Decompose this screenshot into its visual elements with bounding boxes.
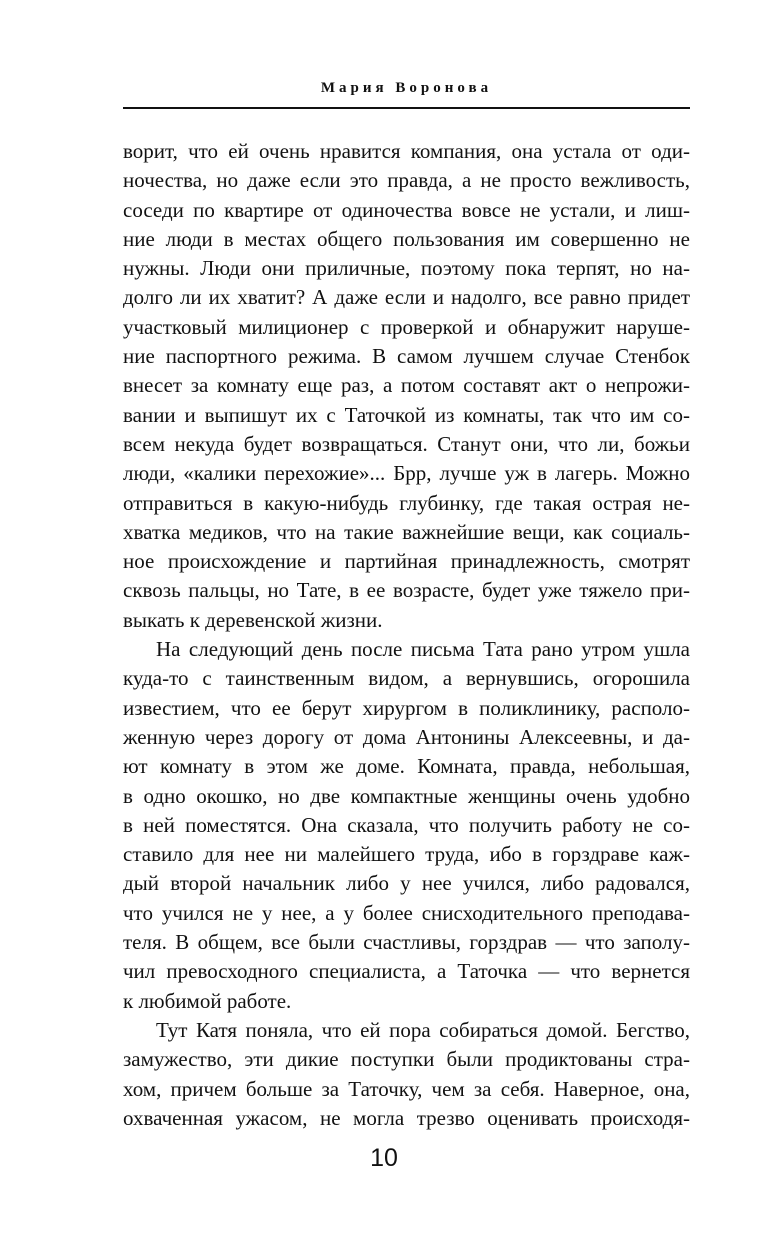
text-line: ное происхождение и партийная принадлежность, смотрят — [123, 549, 690, 574]
text-line: теля. В общем, все были счастливы, горздрав — что заполу- — [123, 930, 690, 955]
running-header-author: Мария Воронова — [320, 80, 493, 96]
text-line: люди, «калики перехожие»... Брр, лучше уж в лагерь. Можно — [123, 461, 690, 486]
text-line: охваченная ужасом, не могла трезво оценивать происходя- — [123, 1105, 690, 1130]
paragraph — [123, 1016, 690, 1133]
text-line: всем некуда будет возвращаться. Станут они, что ли, божьи — [123, 431, 690, 456]
text-line: сквозь пальцы, но Тате, в ее возрасте, будет уже тяжело при- — [123, 578, 690, 603]
text-line: в одно окошко, но две компактные женщины очень удобно — [123, 783, 690, 808]
text-line: хватка медиков, что на такие важнейшие вещи, как социаль- — [123, 519, 690, 544]
header-rule — [123, 107, 690, 109]
text-line: соседи по квартире от одиночества вовсе не устали, и лиш- — [123, 197, 690, 222]
text-line: нужны. Люди они приличные, поэтому пока терпят, но на- — [123, 256, 690, 281]
text-line: что учился не у нее, а у более снисходительного преподава- — [123, 900, 690, 925]
text-line: ют комнату в этом же доме. Комната, правда, небольшая, — [123, 754, 690, 779]
text-line: вании и выпишут их с Таточкой из комнаты, так что им со- — [123, 402, 690, 427]
body-text — [123, 137, 690, 1133]
text-line: ние паспортного режима. В самом лучшем случае Стенбок — [123, 344, 690, 369]
paragraph — [123, 137, 690, 635]
text-line: в ней поместятся. Она сказала, что получить работу не со- — [123, 812, 690, 837]
text-line: долго ли их хватит? А даже если и надолго, все равно придет — [123, 285, 690, 310]
text-line: чил превосходного специалиста, а Таточка — что вернется — [123, 959, 690, 984]
text-line: к любимой работе. — [123, 988, 292, 1013]
text-line: ночества, но даже если это правда, а не просто вежливость, — [123, 168, 690, 193]
text-line: ние люди в местах общего пользования им совершенно не — [123, 226, 690, 251]
text-line: ворит, что ей очень нравится компания, она устала от оди- — [123, 139, 690, 163]
text-line: замужество, эти дикие поступки были продиктованы стра- — [123, 1047, 690, 1072]
text-line: отправиться в какую-нибудь глубинку, где такая острая не- — [123, 490, 690, 515]
text-line: ставило для нее ни малейшего труда, ибо в горздраве каж- — [123, 842, 690, 867]
text-line: внесет за комнату еще раз, а потом составят акт о непрожи- — [123, 373, 690, 398]
text-line: выкать к деревенской жизни. — [123, 607, 383, 632]
text-line: Тут Катя поняла, что ей пора собираться домой. Бегство, — [156, 1017, 690, 1042]
text-line: хом, причем больше за Таточку, чем за себя. Наверное, она, — [123, 1076, 690, 1101]
text-line: дый второй начальник либо у нее учился, либо радовался, — [123, 871, 690, 896]
paragraph — [123, 635, 690, 1016]
text-line: женную через дорогу от дома Антонины Алексеевны, и да- — [123, 724, 690, 749]
text-line: На следующий день после письма Тата рано утром ушла — [156, 637, 690, 662]
page-number: 10 — [370, 1144, 398, 1172]
text-line: участковый милиционер с проверкой и обнаружит наруше- — [123, 314, 690, 339]
text-line: известием, что ее берут хирургом в поликлинику, располо- — [123, 695, 690, 720]
text-line: куда-то с таинственным видом, а вернувшись, огорошила — [123, 666, 690, 691]
